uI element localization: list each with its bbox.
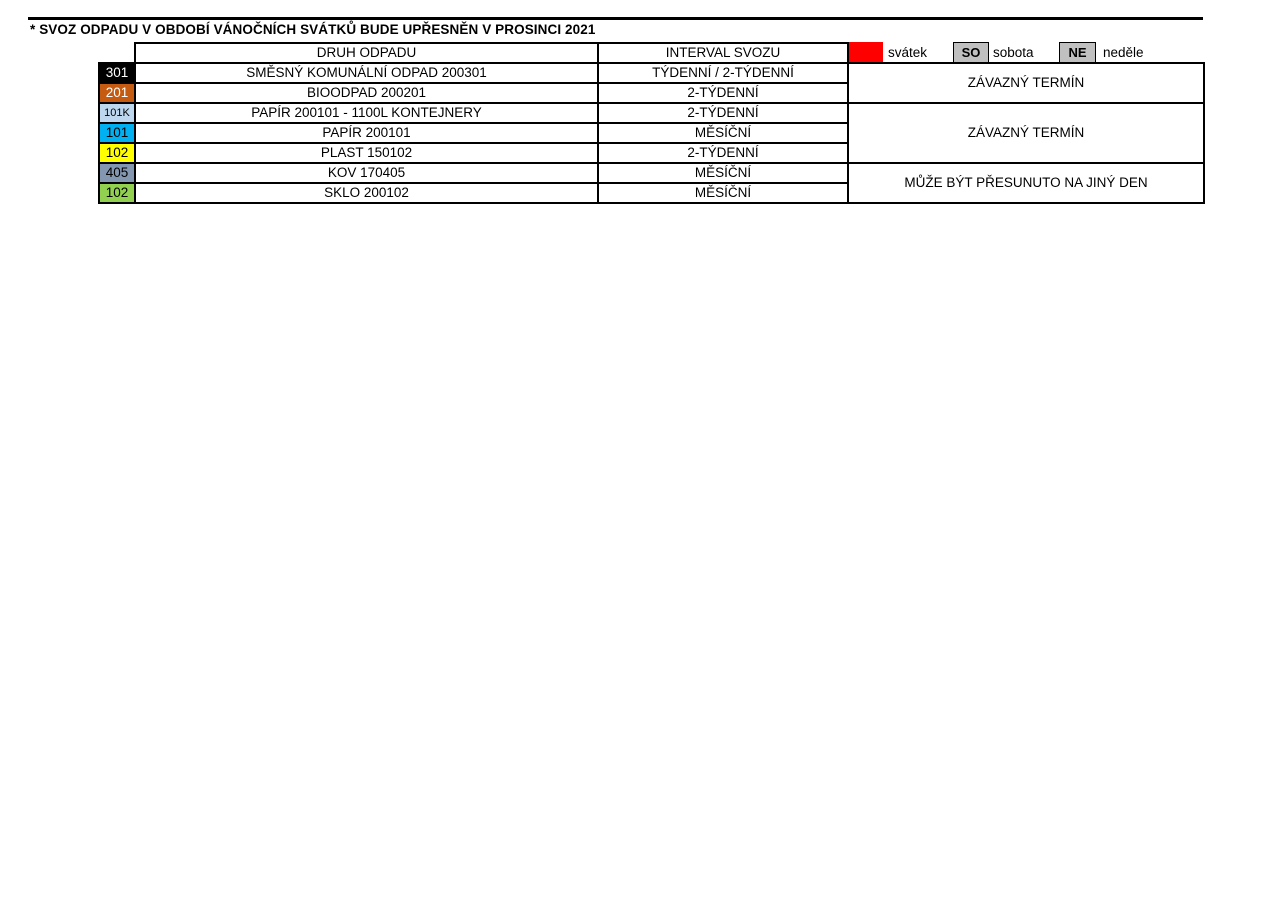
sunday-code: NE [1059, 42, 1096, 63]
saturday-code: SO [953, 42, 989, 63]
code-cell: 405 [99, 163, 135, 183]
top-rule [28, 17, 1203, 20]
table-header-row [99, 43, 1204, 63]
waste-cell: SKLO 200102 [135, 183, 598, 203]
interval-cell: MĚSÍČNÍ [598, 123, 848, 143]
code-cell: 102 [99, 143, 135, 163]
header-waste-type: DRUH ODPADU [135, 43, 598, 63]
code-cell: 101 [99, 123, 135, 143]
waste-cell: KOV 170405 [135, 163, 598, 183]
header-legend-spacer [848, 43, 1204, 63]
note-group-3: MŮŽE BÝT PŘESUNUTO NA JINÝ DEN [848, 163, 1204, 203]
interval-cell: 2-TÝDENNÍ [598, 103, 848, 123]
code-cell: 201 [99, 83, 135, 103]
waste-cell: PLAST 150102 [135, 143, 598, 163]
interval-cell: 2-TÝDENNÍ [598, 143, 848, 163]
holiday-note: * SVOZ ODPADU V OBDOBÍ VÁNOČNÍCH SVÁTKŮ BUDE UPŘESNĚN V PROSINCI 2021 [30, 22, 596, 37]
waste-cell: BIOODPAD 200201 [135, 83, 598, 103]
holiday-label: svátek [888, 45, 928, 60]
header-interval: INTERVAL SVOZU [598, 43, 848, 63]
waste-cell: SMĚSNÝ KOMUNÁLNÍ ODPAD 200301 [135, 63, 598, 83]
table-row [99, 163, 1204, 183]
interval-cell: TÝDENNÍ / 2-TÝDENNÍ [598, 63, 848, 83]
note-group-1: ZÁVAZNÝ TERMÍN [848, 63, 1204, 103]
note-group-2: ZÁVAZNÝ TERMÍN [848, 103, 1204, 163]
interval-cell: MĚSÍČNÍ [598, 183, 848, 203]
waste-cell: PAPÍR 200101 [135, 123, 598, 143]
interval-cell: 2-TÝDENNÍ [598, 83, 848, 103]
code-cell: 101K [99, 103, 135, 123]
header-code-spacer [99, 43, 135, 63]
table-row [99, 103, 1204, 123]
code-cell: 102 [99, 183, 135, 203]
table-row [99, 63, 1204, 83]
waste-cell: PAPÍR 200101 - 1100L KONTEJNERY [135, 103, 598, 123]
code-cell: 301 [99, 63, 135, 83]
sunday-label: neděle [1103, 45, 1144, 60]
saturday-label: sobota [993, 45, 1034, 60]
waste-schedule-table [98, 42, 1205, 204]
interval-cell: MĚSÍČNÍ [598, 163, 848, 183]
